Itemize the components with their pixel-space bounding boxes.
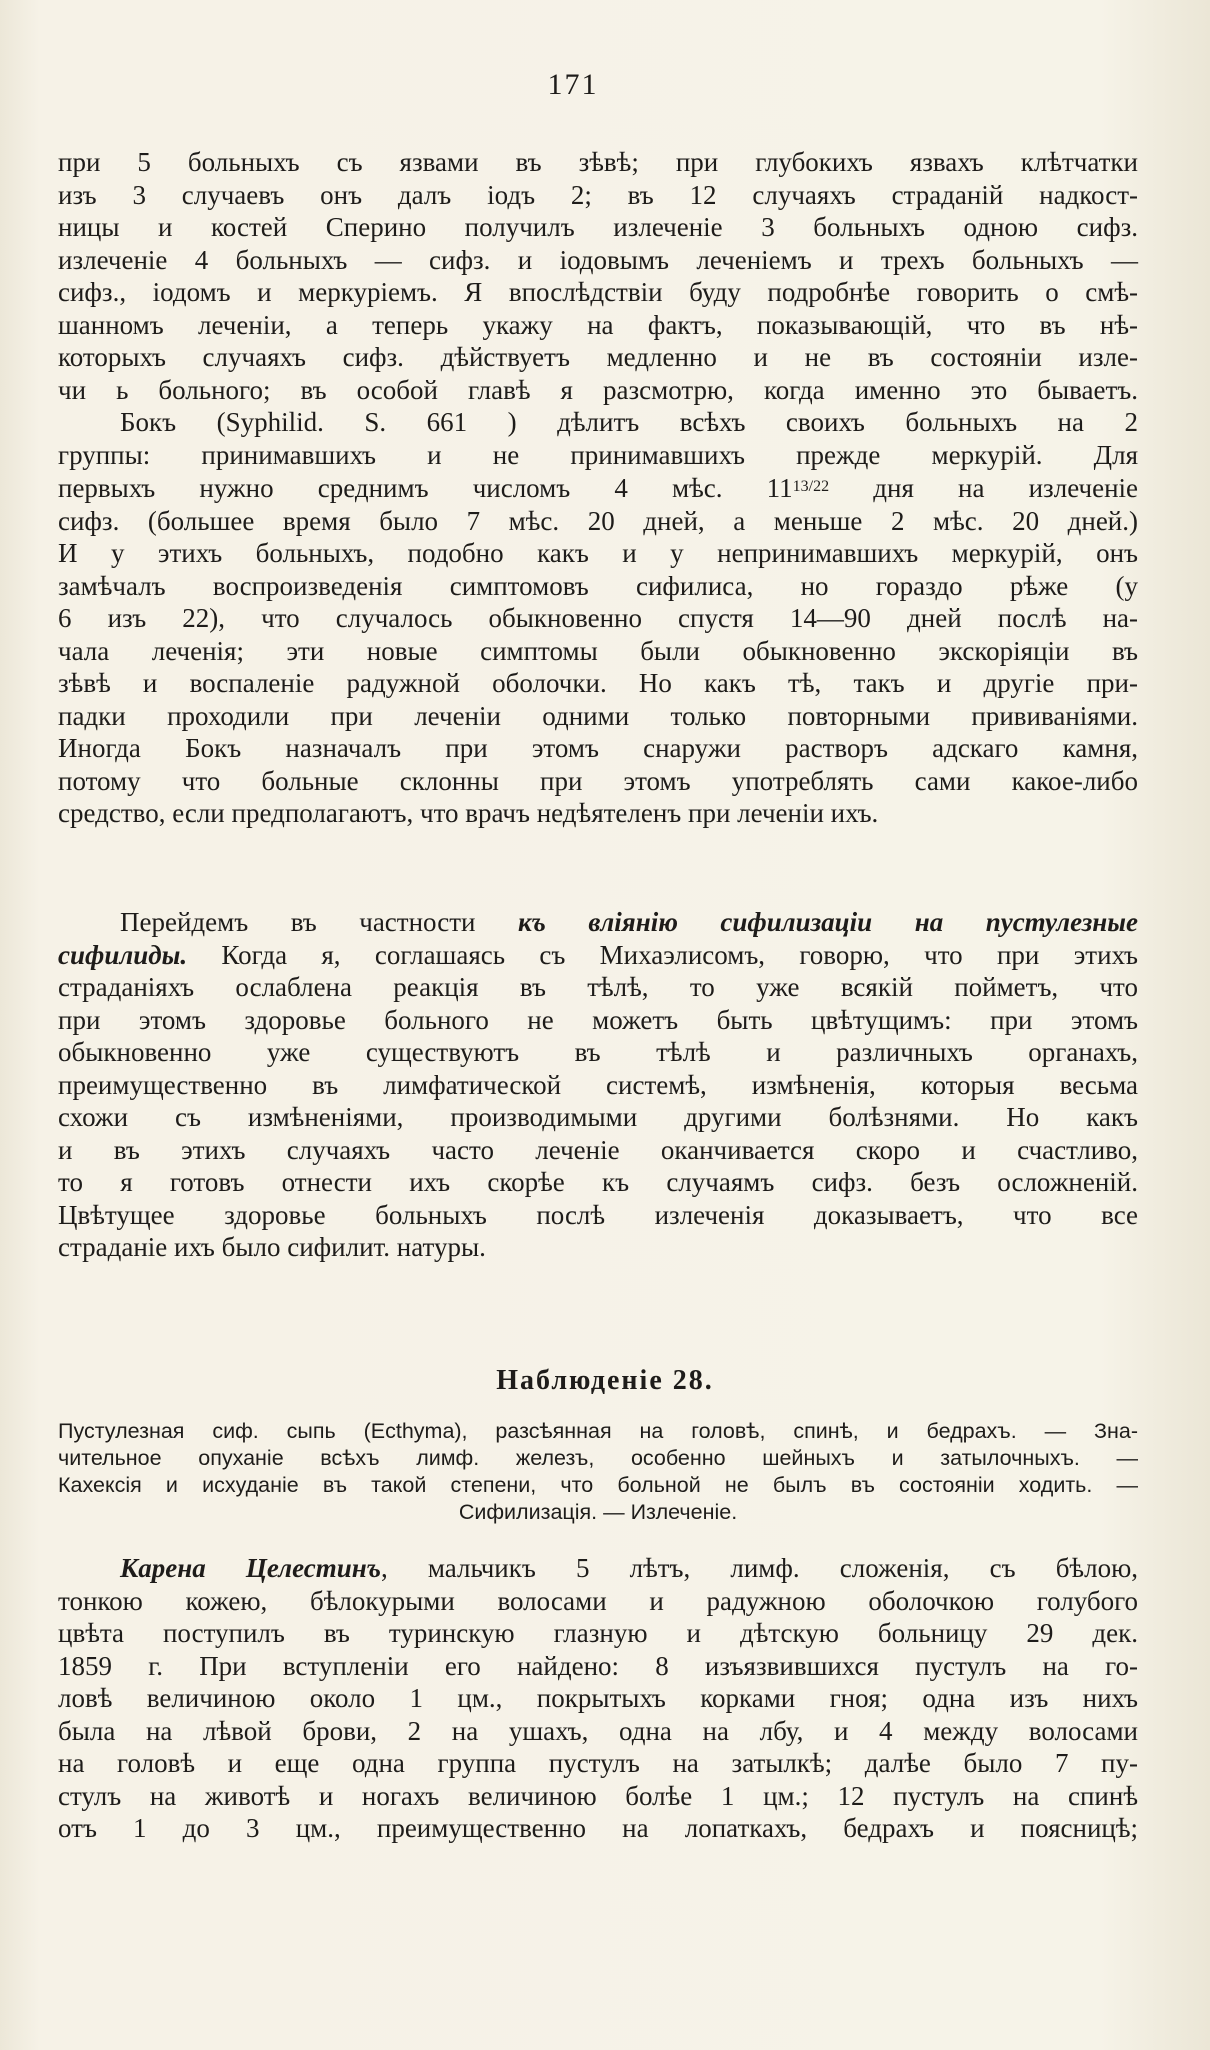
text-line: которыхъ случаяхъ сифз. дѣйствуетъ медленно и не въ состояніи изле- <box>58 342 1138 372</box>
text-line: И у этихъ больныхъ, подобно какъ и у непринимавшихъ меркурій, онъ <box>58 538 1138 568</box>
text-line: и въ этихъ случаяхъ часто леченіе оканчивается скоро и счастливо, <box>58 1134 1138 1165</box>
text-line: группы: принимавшихъ и не принимавшихъ прежде меркурій. Для <box>58 439 1138 470</box>
text-line: ловѣ величиною около 1 цм., покрытыхъ корками гноя; одна изъ нихъ <box>58 1683 1138 1713</box>
text-line <box>58 1552 1138 1585</box>
text-line: излеченіе 4 больныхъ — сифз. и іодовымъ леченіемъ и трехъ больныхъ — <box>58 244 1138 275</box>
text-line: Иногда Бокъ назначалъ при этомъ снаружи растворъ адскаго камня, <box>58 733 1138 763</box>
text-line: сифз., іодомъ и меркуріемъ. Я впослѣдствіи буду подробнѣе говорить о смѣ- <box>58 277 1138 307</box>
text-fragment: первыхъ нужно среднимъ числомъ 4 мѣс. 11 <box>58 473 793 503</box>
paragraph-pustular <box>58 906 1138 1264</box>
text-line: преимущественно въ лимфатической системѣ, измѣненія, которыя весьма <box>58 1069 1138 1100</box>
text-line: шанномъ леченіи, а теперь укажу на фактъ, показывающій, что въ нѣ- <box>58 309 1138 340</box>
text-line: средство, если предполагаютъ, что врачъ недѣятеленъ при леченіи ихъ. <box>58 798 879 828</box>
text-fragment: , мальчикъ 5 лѣтъ, лимф. сложенія, съ бѣлою, <box>380 1553 1138 1583</box>
text-line: обыкновенно уже существуютъ въ тѣлѣ и различныхъ органахъ, <box>58 1037 1138 1067</box>
patient-name: Карена Целестинъ <box>120 1553 381 1583</box>
summary-line: Кахексія и исхуданіе въ такой степени, что больной не былъ въ состояніи ходить. — <box>58 1473 1138 1497</box>
text-line: то я готовъ отнести ихъ скорѣе къ случаямъ сифз. безъ осложненій. <box>58 1167 1138 1197</box>
text-line <box>58 471 1138 505</box>
summary-line: чительное опуханіе всѣхъ лимф. железъ, особенно шейныхъ и затылочныхъ. — <box>58 1446 1138 1470</box>
observation-heading: Наблюденіе 28. <box>496 1365 714 1396</box>
text-line: тонкою кожею, бѣлокурыми волосами и радужною оболочкою голубого <box>58 1585 1138 1616</box>
text-fragment: Когда я, соглашаясь съ Михаэлисомъ, говорю, что при этихъ <box>187 939 1138 970</box>
text-line: при 5 больныхъ съ язвами въ зѣвѣ; при глубокихъ язвахъ клѣтчатки <box>58 147 1138 177</box>
text-line: 1859 г. При вступленіи его найдено: 8 изъязвившихся пустулъ на го- <box>58 1650 1138 1681</box>
text-line: была на лѣвой брови, 2 на ушахъ, одна на лбу, и 4 между волосами <box>58 1715 1138 1746</box>
text-line: при этомъ здоровье больного не можетъ быть цвѣтущимъ: при этомъ <box>58 1004 1138 1035</box>
text-line: отъ 1 до 3 цм., преимущественно на лопаткахъ, бедрахъ и поясницѣ; <box>58 1813 1138 1843</box>
paragraph-sperino <box>58 146 1138 830</box>
text-line: на головѣ и еще одна группа пустулъ на затылкѣ; далѣе было 7 пу- <box>58 1748 1138 1778</box>
text-line: падки проходили при леченіи одними только повторными прививаніями. <box>58 700 1138 731</box>
text-line: Цвѣтущее здоровье больныхъ послѣ излеченія доказываетъ, что все <box>58 1199 1138 1230</box>
text-line: чи ь больного; въ особой главѣ я разсмотрю, когда именно это бываетъ. <box>58 374 1138 405</box>
fraction: 13/22 <box>792 478 830 495</box>
text-line <box>58 906 1138 939</box>
text-line: схожи съ измѣненіями, производимыми другими болѣзнями. Но какъ <box>58 1102 1138 1132</box>
text-line: страданіяхъ ослаблена реакція въ тѣлѣ, то уже всякій пойметъ, что <box>58 972 1138 1002</box>
text-line: цвѣта поступилъ въ туринскую глазную и дѣтскую больницу 29 дек. <box>58 1618 1138 1648</box>
observation-summary <box>58 1418 1138 1526</box>
text-line: потому что больные склонны при этомъ употреблять сами какое-либо <box>58 765 1138 796</box>
text-fragment: дня на излеченіе <box>829 473 1138 503</box>
page-number: 171 <box>547 68 599 101</box>
summary-line: Пустулезная сиф. сыпь (Ecthyma), разсѣянная на головѣ, спинѣ, и бедрахъ. — Зна- <box>58 1419 1138 1443</box>
text-line <box>58 939 1138 972</box>
summary-line: Сифилизація. — Излеченіе. <box>458 1500 738 1524</box>
text-line: Бокъ (Syphilid. S. 661 ) дѣлитъ всѣхъ своихъ больныхъ на 2 <box>120 407 1138 437</box>
text-line: стулъ на животѣ и ногахъ величиною болѣе 1 цм.; 12 пустулъ на спинѣ <box>58 1780 1138 1811</box>
emphasis: сифилиды. <box>58 939 188 970</box>
text-line: 6 изъ 22), что случалось обыкновенно спустя 14—90 дней послѣ на- <box>58 603 1138 633</box>
text-line: зѣвѣ и воспаленіе радужной оболочки. Но какъ тѣ, такъ и другіе при- <box>58 668 1138 698</box>
text-fragment: Перейдемъ въ частности <box>120 907 518 937</box>
emphasis: къ вліянію сифилизаціи на пустулезные <box>517 907 1138 937</box>
text-line: замѣчалъ воспроизведенія симптомовъ сифилиса, но гораздо рѣже (у <box>58 570 1138 601</box>
text-line: чала леченія; эти новые симптомы были обыкновенно экскоріяціи въ <box>58 635 1138 666</box>
paragraph-case <box>58 1552 1138 1845</box>
text-line: ницы и костей Сперино получилъ излеченіе 3 больныхъ одною сифз. <box>58 212 1138 242</box>
text-line: страданіе ихъ было сифилит. натуры. <box>58 1232 486 1262</box>
text-line: сифз. (большее время было 7 мѣс. 20 дней, а меньше 2 мѣс. 20 дней.) <box>58 505 1138 536</box>
text-line: изъ 3 случаевъ онъ далъ іодъ 2; въ 12 случаяхъ страданій надкост- <box>58 179 1138 210</box>
